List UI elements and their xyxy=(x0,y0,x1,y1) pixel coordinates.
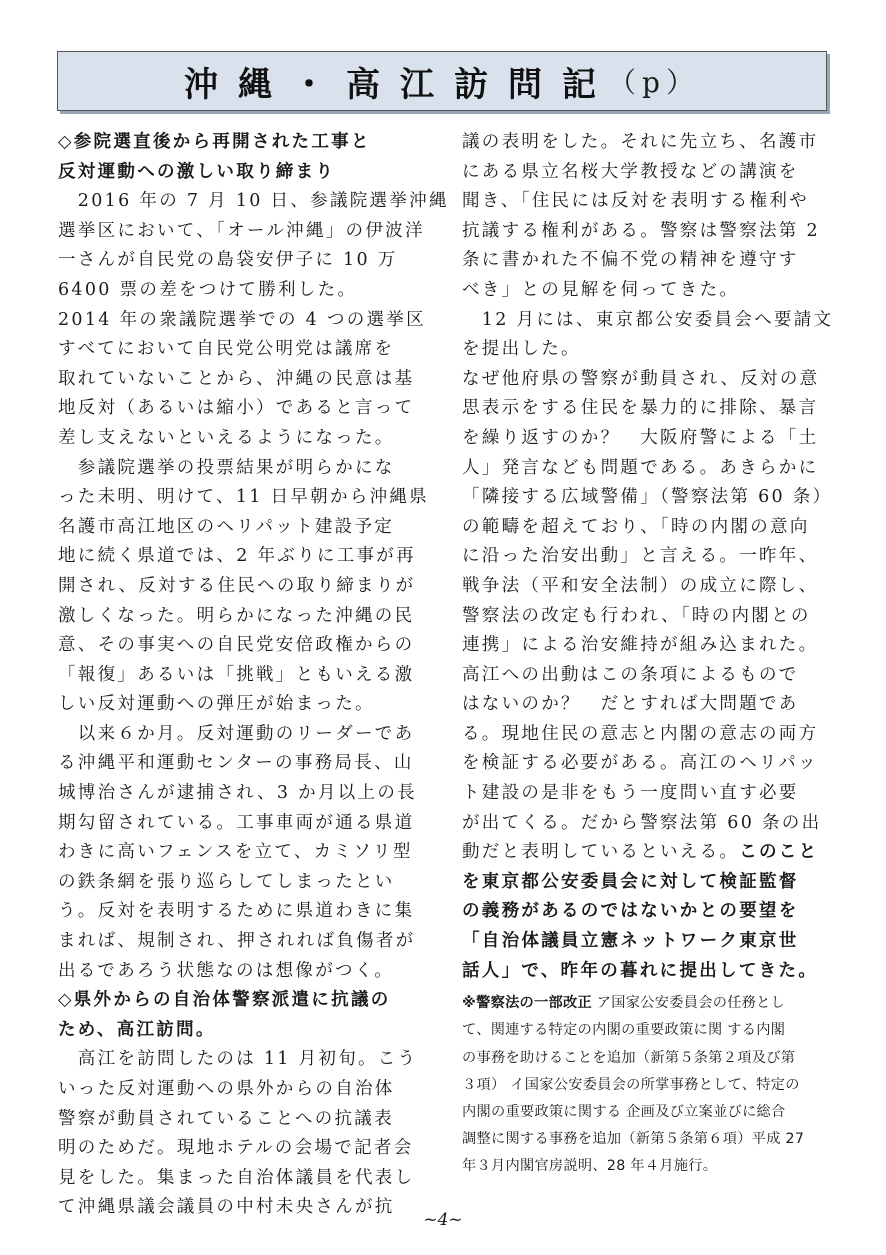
body-line: 城博治さんが逮捕され、3 か月以上の長 xyxy=(58,783,417,804)
body-line: 選挙区において、「オール沖縄」の伊波洋 xyxy=(58,220,425,241)
body-line: 一さんが自民党の島袋安伊子に 10 万 xyxy=(58,250,398,271)
body-line-bold: を東京都公安委員会に対して検証監督 xyxy=(462,871,799,892)
body-line: はないのか？ だとすれば大問題であ xyxy=(462,694,799,715)
body-line: 連携」による治安維持が組み込まれた。 xyxy=(462,635,819,656)
body-line: の鉄条網を張り巡らしてしまったとい xyxy=(58,871,395,892)
body-line: 議の表明をした。それに先立ち、名護市 xyxy=(462,132,819,152)
title-banner xyxy=(57,51,827,111)
body-line: った未明、明けて、11 日早朝から沖縄県 xyxy=(58,487,429,508)
body-line: にある県立名桜大学教授などの講演を xyxy=(462,161,799,182)
body-line: が出てくる。だから警察法第 60 条の出 xyxy=(462,812,822,833)
footnote-line: て、関連する特定の内閣の重要政策に関 する内閣 xyxy=(462,1022,786,1039)
body-line: う。反対を表明するために県道わきに集 xyxy=(58,901,415,922)
body-line: る。現地住民の意志と内閣の意志の両方 xyxy=(462,723,819,744)
body-line: 地に続く県道では、2 年ぶりに工事が再 xyxy=(58,546,416,567)
body-line: ト建設の是非をもう一度問い直す必要 xyxy=(462,783,799,804)
body-line-bold: 「自治体議員立憲ネットワーク東京世 xyxy=(462,931,799,952)
body-line: 地反対（あるいは縮小）であると言って xyxy=(58,398,415,419)
body-line: 抗議する権利がある。警察は警察法第 2 xyxy=(462,220,820,241)
body-line: すべてにおいて自民党公明党は議席を xyxy=(58,339,395,360)
body-line: を繰り返すのか？ 大阪府警による「土 xyxy=(462,427,819,448)
section-heading: ◇県外からの自治体警察派遣に抗議の xyxy=(58,990,391,1011)
right-column xyxy=(462,128,834,1181)
page-number: ~4~ xyxy=(423,1210,463,1230)
section-heading: ため、高江訪問。 xyxy=(58,1019,216,1040)
body-line: 「報復」あるいは「挑戦」ともいえる激 xyxy=(58,664,415,685)
body-line: 開され、反対する住民への取り締まりが xyxy=(58,575,416,596)
body-line: 思表示をする住民を暴力的に排除、暴言 xyxy=(462,398,819,419)
body-line: 12 月には、東京都公安委員会へ要請文 xyxy=(462,309,834,330)
section-heading: ◇参院選直後から再開された工事と xyxy=(58,132,371,152)
body-line: 取れていないことから、沖縄の民意は基 xyxy=(58,368,415,389)
body-line: 警察が動員されていることへの抗議表 xyxy=(58,1108,394,1129)
body-line: 戦争法（平和安全法制）の成立に際し、 xyxy=(462,575,819,596)
footnote-line: の事務を助けることを追加（新第５条第２項及び第 xyxy=(462,1049,796,1066)
footnote-label: ※警察法の一部改正 xyxy=(462,995,592,1012)
body-line: いった反対運動への県外からの自治体 xyxy=(58,1079,395,1099)
footnote-line: 内閣の重要政策に関する 企画及び立案並びに総合 xyxy=(462,1103,786,1120)
body-line: わきに高いフェンスを立て、カミソリ型 xyxy=(58,842,413,863)
body-line: 見をした。集まった自治体議員を代表し xyxy=(58,1167,415,1188)
body-line: に沿った治安出動」と言える。一昨年、 xyxy=(462,546,819,567)
section-heading: 反対運動への激しい取り締まり xyxy=(58,161,336,182)
body-line-text: 動だと表明しているといえる。 xyxy=(462,842,740,863)
body-line: 警察法の改定も行われ、「時の内閣との xyxy=(462,605,811,626)
body-line: 激しくなった。明らかになった沖縄の民 xyxy=(58,605,415,626)
body-line: 名護市高江地区のヘリパット建設予定 xyxy=(58,516,395,537)
body-line: 聞き、「住民には反対を表明する権利や xyxy=(462,191,809,212)
footnote-line: 調整に関する事務を追加（新第５条第６項）平成 27 xyxy=(462,1131,805,1148)
left-column xyxy=(58,128,449,1223)
body-line: 意、その事実への自民党安倍政権からの xyxy=(58,635,415,656)
body-line-bold-text: このこと xyxy=(739,842,819,863)
right-column-body xyxy=(462,128,834,986)
footnote-line xyxy=(462,990,834,1017)
body-line: を提出した。 xyxy=(462,339,581,360)
body-line: 出るであろう状態なのは想像がつく。 xyxy=(58,960,395,981)
page-title: 沖縄・高江訪問記 xyxy=(184,64,617,105)
body-line: 高江を訪問したのは 11 月初旬。こう xyxy=(58,1049,418,1070)
body-line: なぜ他府県の警察が動員され、反対の意 xyxy=(462,368,820,389)
body-line: 2014 年の衆議院選挙での 4 つの選挙区 xyxy=(58,309,426,330)
body-line: 人」発言なども問題である。あきらかに xyxy=(462,457,819,478)
title-suffix: （p） xyxy=(608,66,700,99)
body-line: 差し支えないといえるようになった。 xyxy=(58,427,395,448)
body-line: 「隣接する広域警備」（警察法第 60 条） xyxy=(462,487,833,508)
body-line-bold: の義務があるのではないかとの要望を xyxy=(462,901,799,922)
body-line: べき」との見解を伺ってきた。 xyxy=(462,279,740,300)
body-line: 6400 票の差をつけて勝利した。 xyxy=(58,279,358,300)
body-line: 期勾留されている。工事車両が通る県道 xyxy=(58,812,415,833)
body-line: 条に書かれた不偏不党の精神を遵守す xyxy=(462,250,799,271)
body-line: しい反対運動への弾圧が始まった。 xyxy=(58,694,375,715)
body-line: る沖縄平和運動センターの事務局長、山 xyxy=(58,753,414,774)
body-line: を検証する必要がある。高江のヘリパッ xyxy=(462,753,818,774)
body-line-bold: 話人」で、昨年の暮れに提出してきた。 xyxy=(462,960,819,981)
footnote xyxy=(462,990,834,1180)
footnote-line: ３項） イ国家公安委員会の所掌事務として、特定の xyxy=(462,1076,800,1093)
body-line: 参議院選挙の投票結果が明らかにな xyxy=(58,457,395,478)
body-line: て沖縄県議会議員の中村未央さんが抗 xyxy=(58,1197,395,1218)
body-line: 明のためだ。現地ホテルの会場で記者会 xyxy=(58,1138,414,1159)
footnote-text: ア国家公安委員会の任務とし xyxy=(592,995,786,1012)
body-line: 2016 年の 7 月 10 日、参議院選挙沖縄 xyxy=(58,191,449,212)
body-line: の範疇を超えており、「時の内閣の意向 xyxy=(462,516,810,537)
footnote-line: 年３月内閣官房説明、28 年４月施行。 xyxy=(462,1158,718,1175)
body-line: 以来６か月。反対運動のリーダーであ xyxy=(58,723,415,744)
body-line: まれば、規制され、押されれば負傷者が xyxy=(58,931,416,952)
body-line: 高江への出動はこの条項によるもので xyxy=(462,664,799,685)
body-line xyxy=(462,838,834,868)
